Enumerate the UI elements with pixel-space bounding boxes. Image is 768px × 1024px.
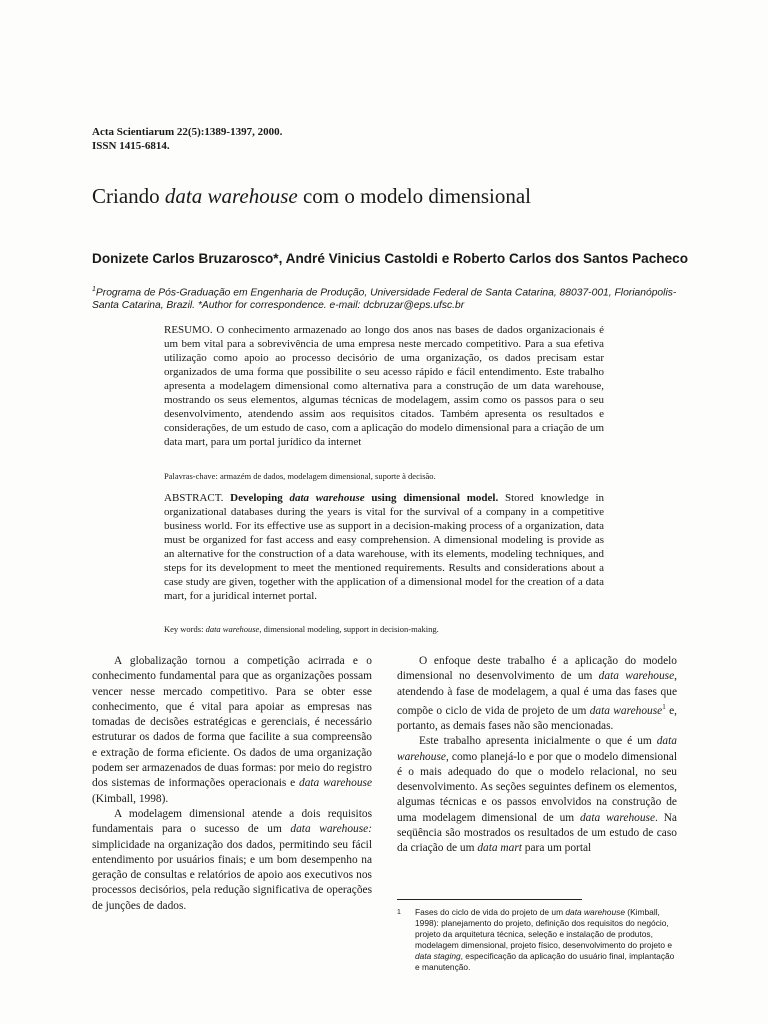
body-left-column: [92, 654, 372, 914]
abstract-label: ABSTRACT.: [164, 492, 224, 504]
abstract-text: Stored knowledge in organizational databases during the years is vital for the survival of a company in a competitive business world. For its effective use as support in a decision-making process of a organization, data must be organized for fast access and easy comprehension. A dimensional modeling is provide as an alternative for the construction of a data warehouse, with its elements, modeling techniques, and steps for its development to meet the mentioned requirements. Results and considerations about a case study are given, together with the application of a dimensional model for the creation of a data mart, for a juridical internet portal.: [164, 492, 605, 602]
footnote-rule: [397, 899, 582, 900]
abstract-title: Developing data warehouse using dimensional model.: [230, 492, 499, 504]
key-words: Key words: data warehouse, dimensional modeling, support in decision-making.: [164, 624, 439, 634]
journal-citation: Acta Scientiarum 22(5):1389-1397, 2000.: [92, 126, 283, 138]
resumo-text: O conhecimento armazenado ao longo dos anos nas bases de dados organizacionais é um bem vital para a sobrevivência de uma empresa neste mercado competitivo. Para a sua efetiva utilização como apoio ao processo decisório de uma organização, os dados precisam estar organizados de uma forma que possibilite o seu acesso rápido e fácil entendimento. Este trabalho apresenta a modelagem dimensional como alternativa para a construção de um data warehouse, mostrando os seus elementos, algumas técnicas de modelagem, assim como os passos para o seu desenvolvimento, atendendo assim aos requisitos citados. Também apresenta os resultados e considerações, de um estudo de caso, com a aplicação do modelo dimensional para a criação de um data mart, para um portal jurídico da internet: [164, 324, 604, 448]
journal-issn: ISSN 1415-6814.: [92, 140, 170, 152]
paragraph: Este trabalho apresenta inicialmente o que é um data warehouse, como planejá-lo e por que o modelo dimensional é o mais adequado do que o modelo relacional, no seu desenvolvimento. As seções seguintes definem os elementos, algumas técnicas e os passos envolvidos na construção de uma modelagem dimensional de um data warehouse. Na seqüência são mostrados os resultados de um estudo de caso da criação de um data mart para um portal: [397, 735, 677, 855]
author-list: Donizete Carlos Bruzarosco*, André Vinicius Castoldi e Roberto Carlos dos Santos Pacheco: [92, 251, 689, 266]
affiliation: $^1$Programa de Pós-Graduação em Engenharia de Produção, Universidade Federal de Santa Catarina, 88037-001, Florianópolis-Santa Catarina, Brazil. *Author for correspondence. e-mail: dcbruzar@eps.ufsc.br: [92, 286, 677, 312]
palavras-chave: Palavras-chave: armazém de dados, modelagem dimensional, suporte à decisão.: [164, 471, 436, 481]
paragraph: O enfoque deste trabalho é a aplicação do modelo dimensional no desenvolvimento de um data warehouse, atendendo à fase de modelagem, a qual é uma das fases que compõe o ciclo de vida de projeto de um data warehouse$^1$ e, portanto, as demais fases não são mencionadas.: [397, 655, 678, 732]
resumo-block: [164, 323, 604, 449]
body-right-column: [397, 654, 677, 857]
footnote-number: 1: [397, 909, 401, 916]
abstract-block: [164, 491, 604, 603]
footnote-ref: 1: [662, 702, 666, 711]
resumo-label: RESUMO.: [164, 324, 213, 336]
paragraph: A globalização tornou a competição acirrada e o conhecimento fundamental para que as organizações possam vencer nesse mercado competitivo. Para se obter esse conhecimento, que é vital para apoiar as empresas nas tomadas de decisões estratégicas e gerenciais, é necessário estruturar os dados de forma que facilite a sua compreensão e extração de forma eficiente. Os dados de uma organização podem ser armazenados de duas formas: por meio do registro dos sistemas de informações operacionais e data warehouse (Kimball, 1998).: [92, 655, 373, 805]
paragraph: A modelagem dimensional atende a dois requisitos fundamentais para o sucesso de um data warehouse: simplicidade na organização dos dados, permitindo seu fácil entendimento por usuários finais; e um bom desempenho na geração de consultas e relatórios de apoio aos executivos nos processos decisórios, pela redução significativa de operações de junções de dados.: [92, 807, 372, 912]
footnote: [397, 907, 679, 973]
journal-header: [92, 125, 282, 153]
paper-title: Criando data warehouse com o modelo dimensional: [92, 184, 532, 208]
footnote-text: Fases do ciclo de vida do projeto de um data warehouse (Kimball, 1998): planejamento do projeto, definição dos requisitos do negócio, projeto da arquitetura técnica, seleção e instalação de produtos, modelagem dimensional, projeto físico, desenvolvimento do projeto e data staging, especificação da aplicação do usuário final, implantação e manutenção.: [415, 907, 675, 972]
